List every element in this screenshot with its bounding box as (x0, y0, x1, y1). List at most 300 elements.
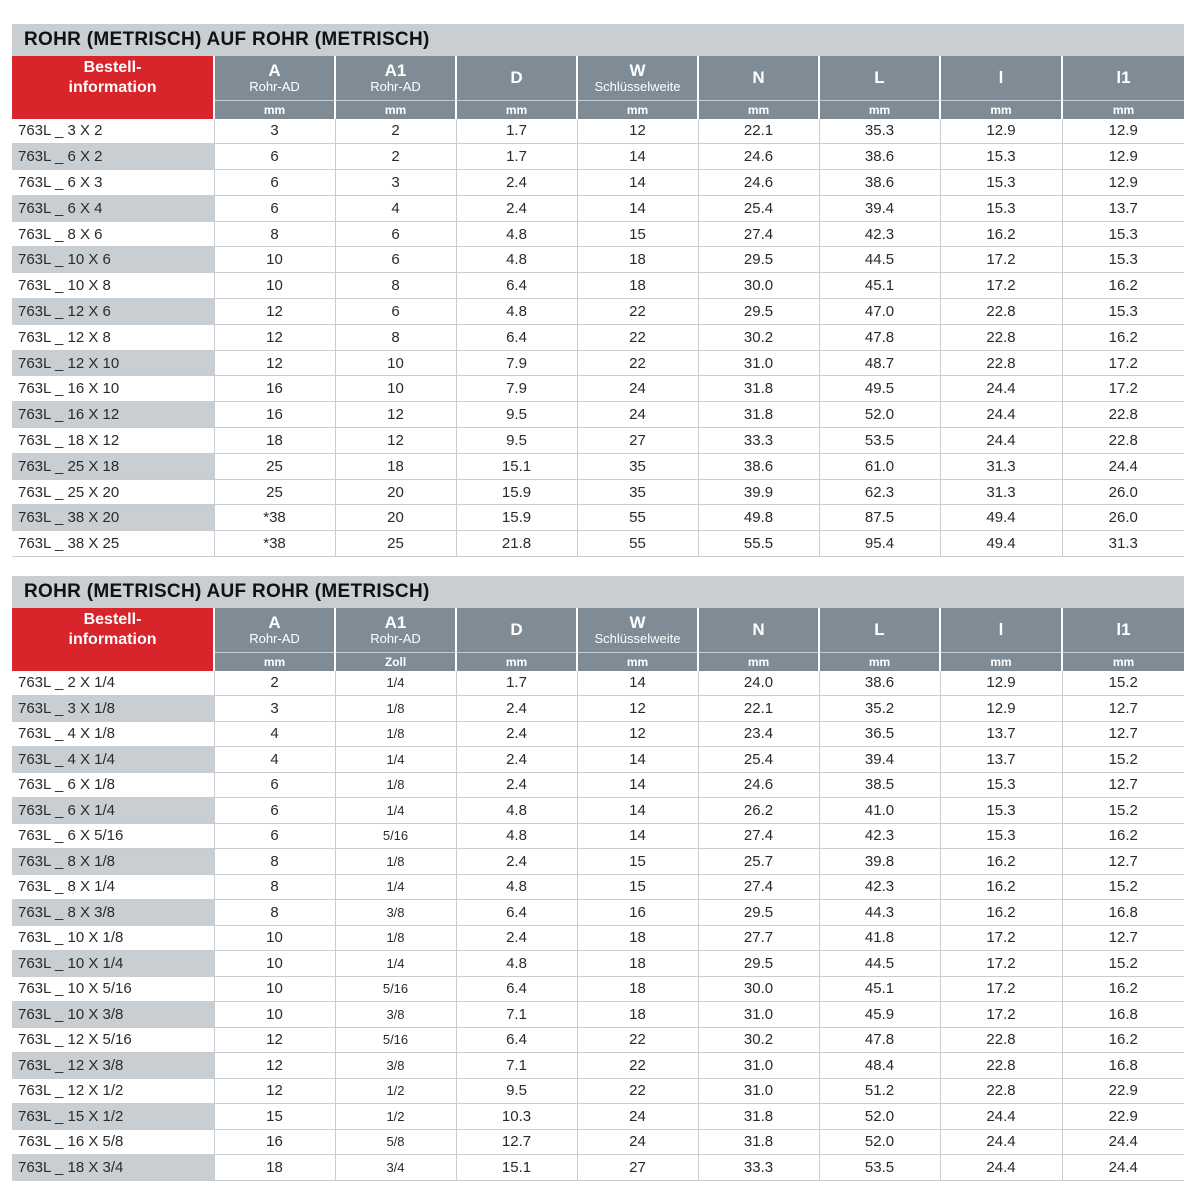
value-cell: 31.8 (698, 1129, 819, 1155)
value-cell: 30.0 (698, 273, 819, 299)
value-cell: 2.4 (456, 849, 577, 875)
table-row (12, 1129, 1184, 1155)
value-cell: 12 (214, 350, 335, 376)
table-row (12, 428, 1184, 454)
value-cell: 15.2 (1062, 874, 1184, 900)
value-cell: 55 (577, 531, 698, 557)
value-cell: 15.2 (1062, 951, 1184, 977)
value-cell: 15.3 (1062, 221, 1184, 247)
value-cell: 8 (214, 849, 335, 875)
value-cell: 41.0 (819, 798, 940, 824)
table-row (12, 976, 1184, 1002)
value-cell: 22 (577, 299, 698, 325)
value-cell: 12 (214, 1078, 335, 1104)
value-cell: 53.5 (819, 428, 940, 454)
order-code-cell: 763L _ 8 X 6 (12, 221, 214, 247)
order-code-cell: 763L _ 8 X 3/8 (12, 900, 214, 926)
order-code-cell: 763L _ 4 X 1/4 (12, 747, 214, 773)
value-cell: 52.0 (819, 1129, 940, 1155)
value-cell: 6 (214, 195, 335, 221)
value-cell: 6 (214, 170, 335, 196)
value-cell: 12 (214, 1053, 335, 1079)
value-cell: 24.4 (1062, 1129, 1184, 1155)
table-row (12, 671, 1184, 696)
value-cell: 12 (577, 721, 698, 747)
value-cell: 44.5 (819, 951, 940, 977)
value-cell: 12.9 (1062, 144, 1184, 170)
value-cell: 8 (214, 221, 335, 247)
table-row (12, 925, 1184, 951)
value-cell: 35.3 (819, 119, 940, 144)
value-cell: 17.2 (940, 976, 1062, 1002)
value-cell: 31.8 (698, 376, 819, 402)
value-cell: 15.2 (1062, 798, 1184, 824)
table-row (12, 299, 1184, 325)
value-cell: 12.7 (1062, 849, 1184, 875)
value-cell: 15 (214, 1104, 335, 1130)
order-code-cell: 763L _ 6 X 2 (12, 144, 214, 170)
value-cell: 31.0 (698, 1078, 819, 1104)
value-cell: 29.5 (698, 951, 819, 977)
value-cell: 39.9 (698, 479, 819, 505)
col-header: A Rohr-AD (214, 56, 335, 100)
order-code-cell: 763L _ 12 X 6 (12, 299, 214, 325)
value-cell: 1/4 (335, 798, 456, 824)
value-cell: 2.4 (456, 721, 577, 747)
value-cell: 52.0 (819, 1104, 940, 1130)
value-cell: 16.2 (940, 849, 1062, 875)
value-cell: 35 (577, 453, 698, 479)
value-cell: 24 (577, 1129, 698, 1155)
value-cell: 14 (577, 798, 698, 824)
value-cell: 18 (577, 976, 698, 1002)
value-cell: 6 (214, 144, 335, 170)
value-cell: 1/8 (335, 772, 456, 798)
value-cell: 10 (214, 925, 335, 951)
value-cell: 24.4 (1062, 453, 1184, 479)
order-code-cell: 763L _ 10 X 5/16 (12, 976, 214, 1002)
value-cell: 8 (214, 874, 335, 900)
order-code-cell: 763L _ 10 X 3/8 (12, 1002, 214, 1028)
value-cell: 16 (577, 900, 698, 926)
unit-blank (12, 652, 214, 671)
order-info-header (12, 56, 214, 100)
value-cell: 24.4 (940, 376, 1062, 402)
value-cell: 38.6 (819, 144, 940, 170)
table-row (12, 531, 1184, 557)
value-cell: 3 (214, 696, 335, 722)
value-cell: 10 (214, 976, 335, 1002)
col-header: L (819, 56, 940, 100)
value-cell: 39.4 (819, 195, 940, 221)
value-cell: 22 (577, 1078, 698, 1104)
value-cell: 10.3 (456, 1104, 577, 1130)
value-cell: 10 (214, 247, 335, 273)
value-cell: 42.3 (819, 874, 940, 900)
value-cell: 16.2 (940, 874, 1062, 900)
value-cell: 12 (214, 324, 335, 350)
value-cell: 36.5 (819, 721, 940, 747)
value-cell: 3/8 (335, 1002, 456, 1028)
order-code-cell: 763L _ 10 X 6 (12, 247, 214, 273)
value-cell: 12 (335, 428, 456, 454)
value-cell: 25 (335, 531, 456, 557)
value-cell: 6.4 (456, 324, 577, 350)
value-cell: 1.7 (456, 671, 577, 696)
value-cell: 12.7 (1062, 772, 1184, 798)
value-cell: 47.8 (819, 1027, 940, 1053)
value-cell: 30.2 (698, 324, 819, 350)
value-cell: 15.2 (1062, 747, 1184, 773)
value-cell: 6 (214, 772, 335, 798)
value-cell: 17.2 (940, 1002, 1062, 1028)
value-cell: 17.2 (1062, 376, 1184, 402)
unit-label: mm (335, 100, 456, 119)
value-cell: 15.3 (940, 772, 1062, 798)
value-cell: 51.2 (819, 1078, 940, 1104)
value-cell: 38.6 (819, 671, 940, 696)
table-row (12, 195, 1184, 221)
value-cell: 49.8 (698, 505, 819, 531)
value-cell: 30.2 (698, 1027, 819, 1053)
value-cell: 9.5 (456, 1078, 577, 1104)
value-cell: 4 (335, 195, 456, 221)
table-row (12, 119, 1184, 144)
col-header: l (940, 56, 1062, 100)
value-cell: 48.4 (819, 1053, 940, 1079)
value-cell: 12.7 (1062, 696, 1184, 722)
value-cell: *38 (214, 505, 335, 531)
value-cell: 24.6 (698, 772, 819, 798)
value-cell: 2.4 (456, 747, 577, 773)
value-cell: 1/4 (335, 747, 456, 773)
value-cell: 47.8 (819, 324, 940, 350)
value-cell: 22.9 (1062, 1078, 1184, 1104)
col-header: D (456, 56, 577, 100)
value-cell: 27.4 (698, 221, 819, 247)
value-cell: 44.3 (819, 900, 940, 926)
value-cell: 39.8 (819, 849, 940, 875)
value-cell: 8 (335, 324, 456, 350)
order-code-cell: 763L _ 25 X 18 (12, 453, 214, 479)
value-cell: 24.4 (940, 1104, 1062, 1130)
value-cell: 44.5 (819, 247, 940, 273)
value-cell: 15.3 (940, 798, 1062, 824)
value-cell: 12.7 (1062, 721, 1184, 747)
value-cell: 2.4 (456, 195, 577, 221)
value-cell: 7.1 (456, 1002, 577, 1028)
table-row (12, 721, 1184, 747)
value-cell: 13.7 (940, 721, 1062, 747)
value-cell: 16 (214, 402, 335, 428)
value-cell: 35.2 (819, 696, 940, 722)
value-cell: 12.9 (940, 696, 1062, 722)
value-cell: 10 (214, 273, 335, 299)
value-cell: 22 (577, 1027, 698, 1053)
unit-label: mm (214, 100, 335, 119)
value-cell: 1/8 (335, 696, 456, 722)
value-cell: 49.4 (940, 531, 1062, 557)
table-row (12, 798, 1184, 824)
value-cell: 45.9 (819, 1002, 940, 1028)
value-cell: 48.7 (819, 350, 940, 376)
table-row (12, 144, 1184, 170)
spec-table (12, 56, 1184, 557)
unit-label: mm (214, 652, 335, 671)
order-code-cell: 763L _ 3 X 2 (12, 119, 214, 144)
value-cell: 95.4 (819, 531, 940, 557)
value-cell: 22.8 (940, 1078, 1062, 1104)
order-code-cell: 763L _ 10 X 1/4 (12, 951, 214, 977)
unit-label: mm (1062, 100, 1184, 119)
value-cell: 1.7 (456, 144, 577, 170)
value-cell: 18 (214, 1155, 335, 1181)
value-cell: 31.3 (940, 479, 1062, 505)
value-cell: 8 (214, 900, 335, 926)
value-cell: 24.4 (940, 428, 1062, 454)
order-code-cell: 763L _ 6 X 3 (12, 170, 214, 196)
value-cell: 4.8 (456, 951, 577, 977)
value-cell: 22 (577, 324, 698, 350)
value-cell: 5/16 (335, 823, 456, 849)
spec-table (12, 608, 1184, 1181)
value-cell: 16.2 (1062, 324, 1184, 350)
value-cell: 27 (577, 428, 698, 454)
value-cell: 12 (335, 402, 456, 428)
col-header: A Rohr-AD (214, 608, 335, 652)
table-section-1 (12, 24, 1184, 557)
unit-label: mm (698, 100, 819, 119)
value-cell: 8 (335, 273, 456, 299)
value-cell: 26.0 (1062, 479, 1184, 505)
value-cell: 7.9 (456, 376, 577, 402)
table-row (12, 479, 1184, 505)
value-cell: 9.5 (456, 428, 577, 454)
value-cell: 20 (335, 479, 456, 505)
order-code-cell: 763L _ 15 X 1/2 (12, 1104, 214, 1130)
value-cell: 27.4 (698, 823, 819, 849)
table-row (12, 376, 1184, 402)
table-row (12, 505, 1184, 531)
order-info-label-line2: information (68, 79, 157, 96)
table-row (12, 453, 1184, 479)
table-row (12, 900, 1184, 926)
value-cell: 26.2 (698, 798, 819, 824)
value-cell: 31.8 (698, 1104, 819, 1130)
order-code-cell: 763L _ 16 X 12 (12, 402, 214, 428)
table-row (12, 324, 1184, 350)
table-row (12, 1104, 1184, 1130)
value-cell: 39.4 (819, 747, 940, 773)
unit-label: mm (1062, 652, 1184, 671)
value-cell: 10 (335, 350, 456, 376)
value-cell: 17.2 (940, 925, 1062, 951)
col-header: N (698, 608, 819, 652)
order-info-label-line1: Bestell- (83, 611, 142, 628)
value-cell: 14 (577, 671, 698, 696)
value-cell: 27 (577, 1155, 698, 1181)
value-cell: 29.5 (698, 247, 819, 273)
value-cell: 31.3 (940, 453, 1062, 479)
value-cell: 1/8 (335, 721, 456, 747)
value-cell: 22.8 (940, 324, 1062, 350)
value-cell: 17.2 (940, 273, 1062, 299)
table-row (12, 1027, 1184, 1053)
unit-label: Zoll (335, 652, 456, 671)
value-cell: 24.4 (940, 1129, 1062, 1155)
table-row (12, 849, 1184, 875)
value-cell: 18 (577, 925, 698, 951)
value-cell: 22.8 (940, 299, 1062, 325)
value-cell: 5/16 (335, 976, 456, 1002)
value-cell: 18 (577, 1002, 698, 1028)
value-cell: 87.5 (819, 505, 940, 531)
col-header: W Schlüsselweite (577, 608, 698, 652)
value-cell: 18 (577, 273, 698, 299)
value-cell: 24.6 (698, 170, 819, 196)
order-code-cell: 763L _ 18 X 12 (12, 428, 214, 454)
value-cell: 22.8 (940, 1027, 1062, 1053)
value-cell: 16.8 (1062, 900, 1184, 926)
value-cell: 45.1 (819, 976, 940, 1002)
value-cell: 31.0 (698, 1002, 819, 1028)
value-cell: 15.3 (940, 195, 1062, 221)
value-cell: 2 (335, 119, 456, 144)
value-cell: 2 (335, 144, 456, 170)
value-cell: 12 (577, 119, 698, 144)
value-cell: 42.3 (819, 221, 940, 247)
value-cell: 16.2 (940, 900, 1062, 926)
order-code-cell: 763L _ 10 X 1/8 (12, 925, 214, 951)
value-cell: 33.3 (698, 428, 819, 454)
value-cell: 29.5 (698, 299, 819, 325)
value-cell: 3 (214, 119, 335, 144)
value-cell: 24.6 (698, 144, 819, 170)
value-cell: 12.9 (1062, 119, 1184, 144)
value-cell: 18 (577, 247, 698, 273)
col-header: l1 (1062, 56, 1184, 100)
value-cell: 3/8 (335, 900, 456, 926)
order-info-label-line1: Bestell- (83, 59, 142, 76)
value-cell: 18 (214, 428, 335, 454)
order-info-header (12, 608, 214, 652)
value-cell: 30.0 (698, 976, 819, 1002)
value-cell: 15.3 (1062, 299, 1184, 325)
unit-label: mm (698, 652, 819, 671)
order-code-cell: 763L _ 38 X 20 (12, 505, 214, 531)
value-cell: 1/2 (335, 1104, 456, 1130)
value-cell: 45.1 (819, 273, 940, 299)
value-cell: 55.5 (698, 531, 819, 557)
value-cell: 6 (335, 247, 456, 273)
value-cell: 13.7 (940, 747, 1062, 773)
value-cell: 15 (577, 874, 698, 900)
value-cell: 24.0 (698, 671, 819, 696)
unit-label: mm (577, 652, 698, 671)
value-cell: 23.4 (698, 721, 819, 747)
value-cell: 35 (577, 479, 698, 505)
value-cell: 24 (577, 402, 698, 428)
order-code-cell: 763L _ 6 X 1/4 (12, 798, 214, 824)
value-cell: 15.2 (1062, 671, 1184, 696)
table-row (12, 350, 1184, 376)
value-cell: 21.8 (456, 531, 577, 557)
value-cell: 2.4 (456, 772, 577, 798)
col-header: A1 Rohr-AD (335, 56, 456, 100)
value-cell: 16.8 (1062, 1053, 1184, 1079)
col-header: l1 (1062, 608, 1184, 652)
order-code-cell: 763L _ 4 X 1/8 (12, 721, 214, 747)
value-cell: 17.2 (940, 951, 1062, 977)
value-cell: 4.8 (456, 299, 577, 325)
value-cell: 14 (577, 144, 698, 170)
order-code-cell: 763L _ 16 X 10 (12, 376, 214, 402)
col-header: L (819, 608, 940, 652)
value-cell: 55 (577, 505, 698, 531)
order-code-cell: 763L _ 2 X 1/4 (12, 671, 214, 696)
value-cell: 22.1 (698, 119, 819, 144)
table-row (12, 1053, 1184, 1079)
order-code-cell: 763L _ 6 X 1/8 (12, 772, 214, 798)
value-cell: 49.5 (819, 376, 940, 402)
value-cell: 1/4 (335, 874, 456, 900)
table-body (12, 119, 1184, 557)
value-cell: 6.4 (456, 273, 577, 299)
value-cell: 5/8 (335, 1129, 456, 1155)
value-cell: 27.4 (698, 874, 819, 900)
value-cell: 15.9 (456, 505, 577, 531)
order-code-cell: 763L _ 12 X 1/2 (12, 1078, 214, 1104)
table-row (12, 273, 1184, 299)
unit-label: mm (456, 652, 577, 671)
value-cell: 13.7 (1062, 195, 1184, 221)
value-cell: 17.2 (940, 247, 1062, 273)
unit-blank (12, 100, 214, 119)
value-cell: 31.3 (1062, 531, 1184, 557)
value-cell: 61.0 (819, 453, 940, 479)
value-cell: 10 (214, 951, 335, 977)
value-cell: 38.5 (819, 772, 940, 798)
value-cell: 1/8 (335, 925, 456, 951)
value-cell: 4 (214, 721, 335, 747)
value-cell: 4.8 (456, 874, 577, 900)
order-code-cell: 763L _ 12 X 8 (12, 324, 214, 350)
value-cell: 14 (577, 772, 698, 798)
value-cell: 6.4 (456, 1027, 577, 1053)
value-cell: 1/4 (335, 671, 456, 696)
value-cell: 16.2 (1062, 823, 1184, 849)
value-cell: 15.3 (940, 823, 1062, 849)
value-cell: 16.2 (1062, 976, 1184, 1002)
value-cell: 6 (335, 221, 456, 247)
value-cell: 6 (335, 299, 456, 325)
value-cell: 24 (577, 376, 698, 402)
unit-label: mm (577, 100, 698, 119)
value-cell: 15.9 (456, 479, 577, 505)
value-cell: 15 (577, 849, 698, 875)
value-cell: 22 (577, 350, 698, 376)
value-cell: 22.9 (1062, 1104, 1184, 1130)
value-cell: 9.5 (456, 402, 577, 428)
value-cell: 12 (577, 696, 698, 722)
order-code-cell: 763L _ 10 X 8 (12, 273, 214, 299)
value-cell: 25 (214, 479, 335, 505)
section-title: ROHR (METRISCH) AUF ROHR (METRISCH) (12, 24, 1184, 56)
value-cell: 15.1 (456, 1155, 577, 1181)
order-code-cell: 763L _ 38 X 25 (12, 531, 214, 557)
table-row (12, 874, 1184, 900)
order-code-cell: 763L _ 12 X 10 (12, 350, 214, 376)
